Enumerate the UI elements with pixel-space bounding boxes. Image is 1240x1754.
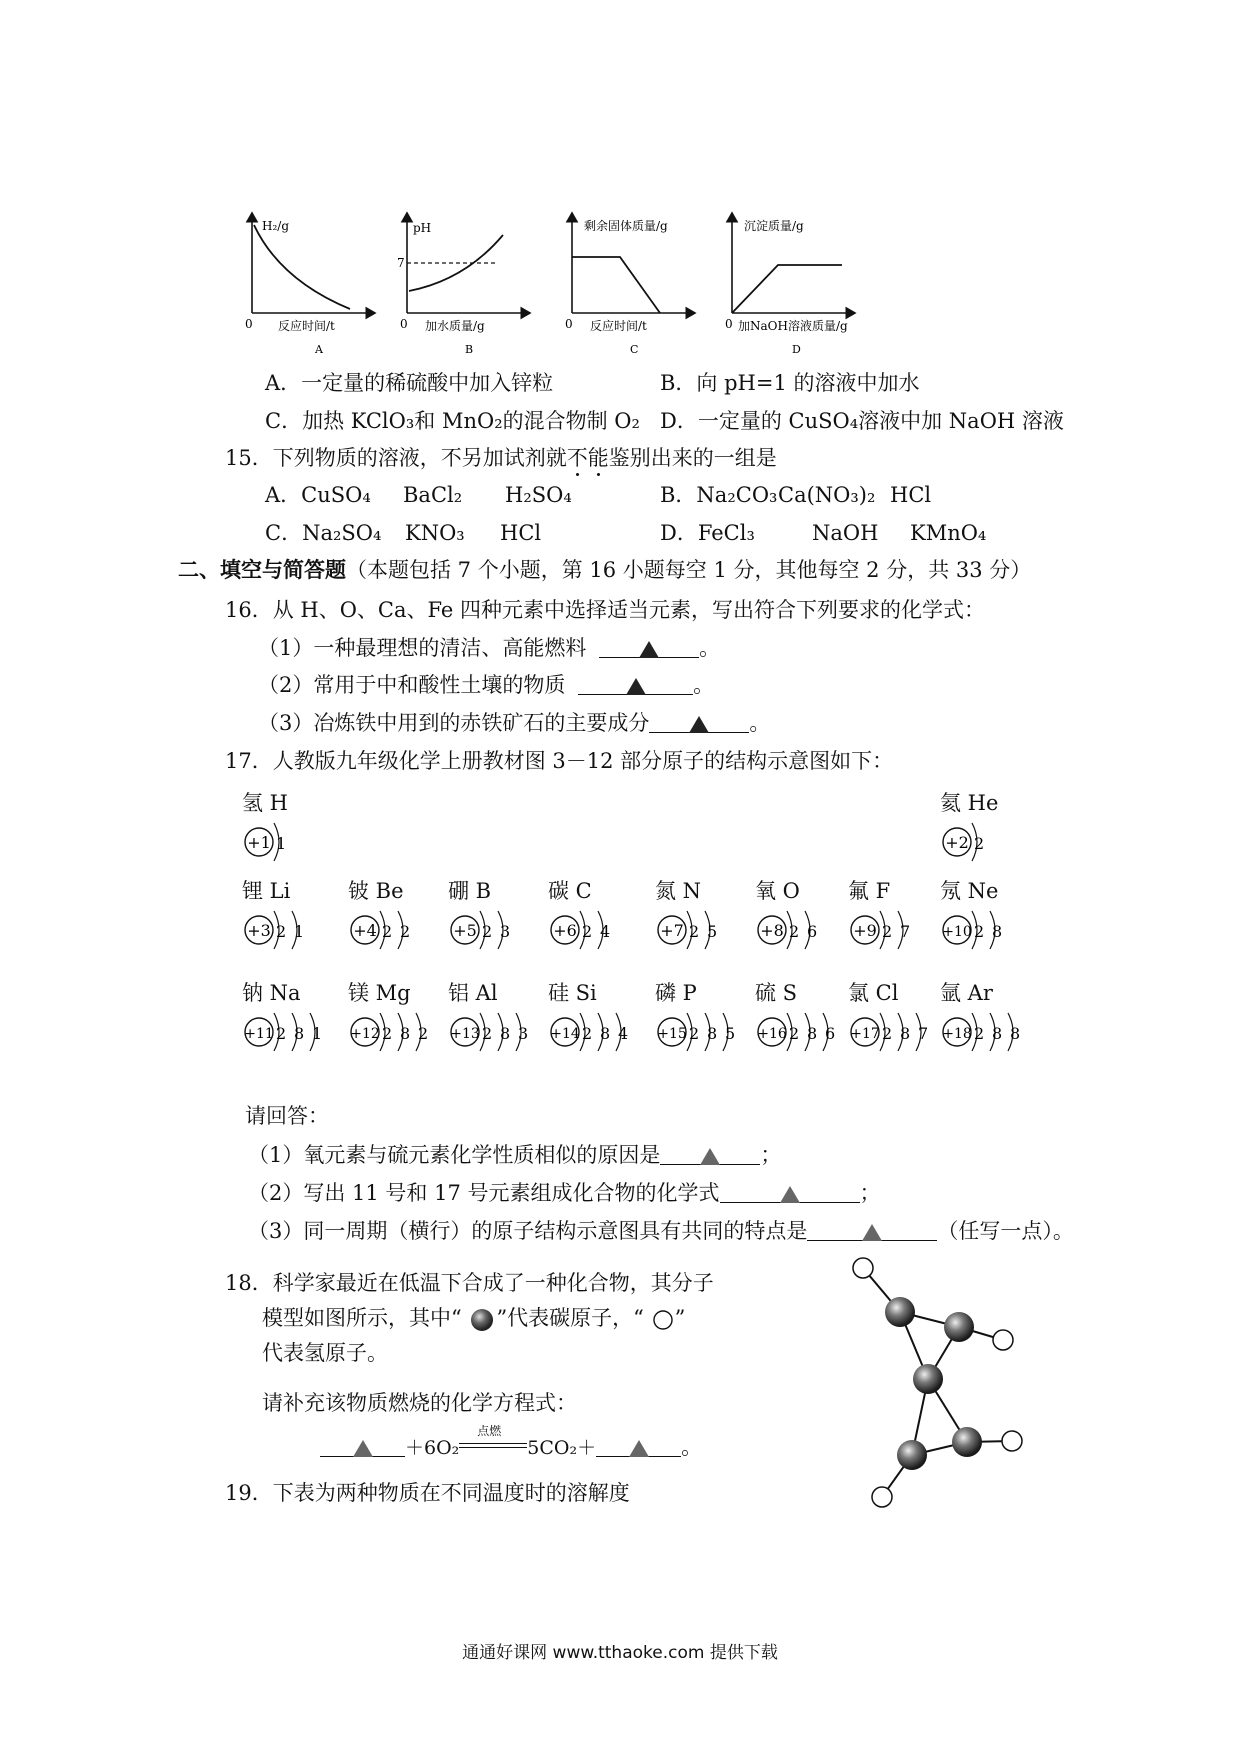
q16-part3-end: 。 [749,711,771,735]
graph-b-origin: 0 [400,317,408,331]
graph-b-xlabel: 加水质量/g [425,319,485,333]
answer-triangle-icon [626,678,646,695]
graph-d-caption: D [792,343,801,356]
q16-part1 [258,635,720,661]
q17-part2-text: （2）写出 11 号和 17 号元素组成化合物的化学式 [248,1181,720,1205]
shell-electron-count: 8 [400,1024,411,1043]
q17-answer-3[interactable] [807,1218,937,1241]
answer-triangle-icon [780,1186,800,1203]
reaction-condition-label: 点燃 [477,1424,502,1438]
q17-part3 [248,1218,1074,1244]
atom-structure [848,905,926,955]
graph-c-line [572,257,660,313]
shell-electron-count: 2 [276,1024,287,1043]
shell-electron-count: 8 [992,922,1003,941]
shell-electron-count: 1 [276,834,287,853]
q15-a-2: BaCl₂ [403,483,463,507]
atom-name: 氮 N [655,879,702,903]
q18-line4: 请补充该物质燃烧的化学方程式： [262,1391,577,1415]
graph-d-line [732,265,842,313]
graph-a-curve [254,225,350,309]
atom-diagram [242,977,338,1061]
equals-sign [459,1443,527,1444]
atom-name: 氢 H [242,791,288,815]
graph-a-xlabel: 反应时间/t [278,319,335,333]
nucleus-charge: +13 [450,1026,480,1042]
graph-a-origin: 0 [245,317,253,331]
shell-electron-count: 8 [807,1024,818,1043]
atom-name: 氟 F [848,879,891,903]
q15-d-3: KMnO₄ [910,521,987,545]
atom-structure [548,905,626,955]
atom-diagram [448,977,544,1061]
q18-line3: 代表氢原子。 [262,1341,388,1365]
shell-electron-count: 8 [600,1024,611,1043]
shell-electron-count: 4 [618,1024,629,1043]
graph-c-xlabel: 反应时间/t [590,319,647,333]
shell-electron-count: 2 [582,1024,593,1043]
atom-structure [242,817,302,867]
shell-electron-count: 2 [882,1024,893,1043]
graph-a [245,213,375,356]
q15-option-c [265,520,542,546]
shell-electron-count: 7 [900,922,911,941]
graph-b-ylabel: pH [413,221,432,235]
atom-name: 氖 Ne [940,879,999,903]
answer-triangle-icon [353,1440,373,1457]
nucleus-charge: +8 [760,921,784,940]
atom-name: 硫 S [755,981,798,1005]
q15-option-b [660,482,932,508]
answer-triangle-icon [700,1148,720,1165]
atom-diagram [348,875,426,959]
nucleus-charge: +1 [247,833,271,852]
q18-eq-end: 。 [681,1435,703,1459]
q15-a-3: H₂SO₄ [505,483,572,507]
atom-diagram [242,787,302,871]
q16-part2-end: 。 [693,673,715,697]
q15-c-2: KNO₃ [405,521,465,545]
q16-part3 [258,710,770,736]
q15-stem-dot2: 能 [587,446,609,470]
shell-electron-count: 2 [400,922,411,941]
atom-name: 氯 Cl [848,981,899,1005]
answer-triangle-icon [862,1224,882,1241]
atom-structure [940,817,1000,867]
q17-part3-text: （3）同一周期（横行）的原子结构示意图具有共同的特点是 [248,1219,808,1243]
graph-a-ylabel: H₂/g [262,219,289,233]
q14-option-d: D．一定量的 CuSO₄溶液中加 NaOH 溶液 [660,409,1064,433]
q15-b-3: HCl [890,483,932,507]
atom-name: 磷 P [655,981,697,1005]
q17-part1 [248,1142,781,1168]
shell-electron-count: 5 [725,1024,736,1043]
graph-b [397,213,530,356]
q18-line2b: ”代表碳原子，“ [496,1306,644,1330]
q18-line2a: 模型如图所示，其中“ [262,1306,462,1330]
shell-electron-count: 8 [1010,1024,1021,1043]
atom-diagram [848,875,926,959]
q17-part2 [248,1180,881,1206]
shell-electron-count: 5 [707,922,718,941]
atom-structure [448,905,526,955]
graph-c-ylabel: 剩余固体质量/g [584,219,668,233]
q15-stem-a: 15．下列物质的溶液，不另加试剂就 [225,446,567,470]
q17-part3-end: （任写一点）。 [937,1219,1074,1243]
q18-answer-1[interactable] [320,1434,405,1457]
shell-electron-count: 2 [689,922,700,941]
nucleus-charge: +3 [247,921,271,940]
answer-triangle-icon [639,641,659,658]
nucleus-charge: +18 [942,1026,972,1042]
shell-electron-count: 6 [825,1024,836,1043]
section2-heading [178,557,1031,583]
shell-electron-count: 8 [900,1024,911,1043]
q16-answer-3[interactable] [649,710,749,733]
shell-electron-count: 8 [992,1024,1003,1043]
atom-structure [655,905,733,955]
shell-electron-count: 2 [974,922,985,941]
q17-answer-1[interactable] [660,1142,760,1165]
atom-name: 硅 Si [548,981,597,1005]
atom-diagram [242,875,320,959]
shell-electron-count: 2 [974,834,985,853]
answer-triangle-icon [689,716,709,733]
q18-line1: 18．科学家最近在低温下合成了一种化合物，其分子 [225,1271,714,1295]
q14-option-c: C．加热 KClO₃和 MnO₂的混合物制 O₂ [265,409,640,433]
atom-name: 镁 Mg [348,981,411,1005]
graph-b-tick7: 7 [397,256,405,270]
q15-b-1: B．Na₂CO₃ [660,483,778,507]
q16-part3-text: （3）冶炼铁中用到的赤铁矿石的主要成分 [258,711,650,735]
atom-structure [848,1007,944,1057]
section2-title: 二、填空与简答题 [178,557,346,582]
atom-diagram [755,875,833,959]
atom-diagram [655,977,751,1061]
shell-electron-count: 4 [600,922,611,941]
q16-answer-2[interactable] [578,672,693,695]
q18-equation [320,1424,703,1461]
atom-diagram [548,977,644,1061]
q15-d-2: NaOH [812,521,879,545]
q18-line2c: ” [674,1306,686,1330]
nucleus-charge: +6 [553,921,577,940]
atom-structure [242,1007,338,1057]
q16-part2-text: （2）常用于中和酸性土壤的物质 [258,673,566,697]
q15-b-2: Ca(NO₃)₂ [778,483,876,507]
atom-structure [348,905,426,955]
q17-answer-2[interactable] [720,1180,860,1203]
q18-eq-right: 5CO₂＋ [527,1437,597,1459]
shell-electron-count: 2 [382,922,393,941]
shell-electron-count: 1 [312,1024,323,1043]
q15-stem-b: 鉴别出来的一组是 [608,446,777,470]
shell-electron-count: 2 [882,922,893,941]
nucleus-charge: +9 [853,921,877,940]
q18-answer-2[interactable] [596,1434,681,1457]
q14-option-a: A．一定量的稀硫酸中加入锌粒 [265,371,554,395]
shell-electron-count: 2 [789,1024,800,1043]
hydrogen-atom-icon [651,1308,675,1332]
shell-electron-count: 2 [482,1024,493,1043]
q15-option-d [660,520,987,546]
molecule-model [840,1255,1040,1525]
shell-electron-count: 3 [500,922,511,941]
q15-c-3: HCl [500,521,542,545]
answer-triangle-icon [629,1440,649,1457]
atom-diagram [940,787,1000,871]
q19-stem: 19．下表为两种物质在不同温度时的溶解度 [225,1481,630,1505]
atom-name: 铍 Be [348,879,404,903]
shell-electron-count: 2 [482,922,493,941]
shell-electron-count: 2 [276,922,287,941]
atom-diagram [548,875,626,959]
atom-structure [548,1007,644,1057]
atom-structure [755,1007,851,1057]
q15-c-1: C．Na₂SO₄ [265,521,382,545]
nucleus-charge: +17 [850,1026,880,1042]
shell-electron-count: 1 [294,922,305,941]
graph-c-origin: 0 [565,317,573,331]
atom-diagram [940,977,1036,1061]
atom-name: 钠 Na [242,981,301,1005]
atom-diagram [348,977,444,1061]
q15-a-1: A．CuSO₄ [265,483,371,507]
q14-option-b: B．向 pH=1 的溶液中加水 [660,371,920,395]
q18-line2 [262,1305,685,1332]
atom-structure [940,1007,1036,1057]
section2-note: （本题包括 7 个小题，第 16 小题每空 1 分，其他每空 2 分，共 33 分） [346,558,1032,582]
graph-d-origin: 0 [725,317,733,331]
nucleus-charge: +15 [657,1026,687,1042]
carbon-atoms [885,1297,982,1470]
q15-option-a [265,482,572,508]
nucleus-charge: +14 [550,1026,580,1042]
graph-d-xlabel: 加NaOH溶液质量/g [738,319,848,333]
shell-electron-count: 2 [974,1024,985,1043]
q16-stem: 16．从 H、O、Ca、Fe 四种元素中选择适当元素，写出符合下列要求的化学式： [225,598,986,622]
atom-name: 铝 Al [448,981,498,1005]
atom-diagram [448,875,526,959]
q15-stem [225,445,777,471]
atom-structure [755,905,833,955]
nucleus-charge: +2 [945,833,969,852]
atom-name: 氦 He [940,791,999,815]
q16-part1-end: 。 [699,636,721,660]
atom-diagram [755,977,851,1061]
shell-electron-count: 8 [500,1024,511,1043]
shell-electron-count: 2 [689,1024,700,1043]
nucleus-charge: +12 [350,1026,380,1042]
graph-b-caption: B [465,343,474,356]
graph-c [565,213,695,356]
atom-structure [448,1007,544,1057]
atom-name: 碳 C [548,879,592,903]
q17-part2-end: ； [859,1181,881,1205]
q15-d-1: D．FeCl₃ [660,521,755,545]
q17-stem: 17．人教版九年级化学上册教材图 3－12 部分原子的结构示意图如下： [225,749,894,773]
atom-diagram [848,977,944,1061]
q15-stem-dot1: 不 [566,446,588,470]
shell-electron-count: 2 [382,1024,393,1043]
nucleus-charge: +5 [453,921,477,940]
atom-structure [940,905,1018,955]
atom-name: 氩 Ar [940,981,993,1005]
nucleus-charge: +16 [757,1026,787,1042]
atom-structure [348,1007,444,1057]
q17-part1-end: ； [760,1143,782,1167]
page-footer: 通通好课网 www.tthaoke.com 提供下载 [462,1643,778,1663]
shell-electron-count: 2 [418,1024,429,1043]
equals-sign-lower [459,1447,527,1448]
shell-electron-count: 8 [294,1024,305,1043]
q18-eq-mid: ＋6O₂ [405,1437,460,1459]
graph-d [725,213,855,356]
atom-structure [655,1007,751,1057]
q17-ask: 请回答： [245,1104,329,1128]
shell-electron-count: 2 [582,922,593,941]
q16-part2 [258,672,714,698]
reaction-condition [459,1424,527,1454]
shell-electron-count: 8 [707,1024,718,1043]
q16-part1-text: （1）一种最理想的清洁、高能燃料 [258,636,587,660]
nucleus-charge: +10 [942,924,972,940]
nucleus-charge: +11 [244,1026,274,1042]
shell-electron-count: 7 [918,1024,929,1043]
graph-c-caption: C [630,343,639,356]
atom-diagram [940,875,1018,959]
q17-part1-text: （1）氧元素与硫元素化学性质相似的原因是 [248,1143,661,1167]
atom-structure [242,905,320,955]
shell-electron-count: 2 [789,922,800,941]
shell-electron-count: 3 [518,1024,529,1043]
nucleus-charge: +4 [353,921,377,940]
nucleus-charge: +7 [660,921,684,940]
atom-name: 硼 B [448,879,492,903]
graph-a-caption: A [315,343,323,356]
graph-d-ylabel: 沉淀质量/g [744,219,804,233]
carbon-atom-icon [468,1308,496,1332]
atom-name: 锂 Li [242,879,291,903]
atom-diagram [655,875,733,959]
shell-electron-count: 6 [807,922,818,941]
q14-graphs [230,205,950,360]
q16-answer-1[interactable] [599,635,699,658]
atom-name: 氧 O [755,879,800,903]
